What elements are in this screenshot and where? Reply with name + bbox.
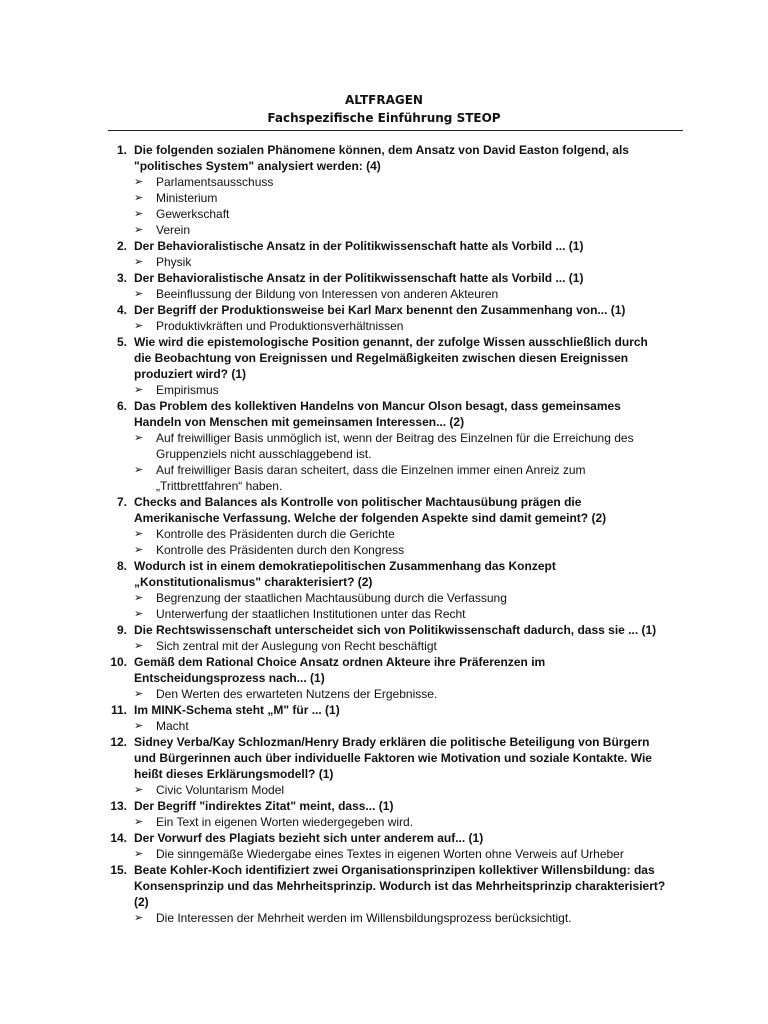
question-item (0, 142, 768, 174)
question-item (0, 398, 768, 430)
answer-text: Ministerium (156, 191, 218, 205)
question-number: 14. (110, 831, 127, 845)
question-number: 8. (116, 559, 127, 573)
question-text: Im MINK-Schema steht „M" für ... (1) (134, 703, 340, 717)
question-text: Beate Kohler-Koch identifiziert zwei Organisationsprinzipen kollektiver Willensbildung: das Konsensprinzip und das Mehrheitsprinzip. Wodurch ist das Mehrheitsprinzip charakterisiert? (2) (134, 863, 666, 909)
arrowhead-bullet-icon: ➢ (134, 175, 144, 188)
arrowhead-bullet-icon: ➢ (134, 815, 144, 828)
answer-text: Ein Text in eigenen Worten wiedergegeben wird. (156, 815, 414, 829)
question-text: Der Begriff der Produktionsweise bei Karl Marx benennt den Zusammenhang von... (1) (134, 303, 626, 317)
arrowhead-bullet-icon: ➢ (134, 591, 144, 604)
question-list (0, 142, 768, 926)
question-text: Das Problem des kollektiven Handelns von Mancur Olson besagt, dass gemeinsames Handeln von Menschen mit gemeinsamen Interessen... (2) (134, 399, 621, 429)
question-text: Checks and Balances als Kontrolle von politischer Machtausübung prägen die Amerikanische Verfassung. Welche der folgenden Aspekte sind damit gemeint? (2) (134, 495, 607, 525)
question-number: 15. (110, 863, 127, 877)
answer-item (0, 462, 768, 494)
question-text: Die Rechtswissenschaft unterscheidet sich von Politikwissenschaft dadurch, dass sie ... (1) (134, 623, 657, 637)
question-text: Sidney Verba/Kay Schlozman/Henry Brady erklären die politische Beteiligung von Bürgern und Bürgerinnen auch über individuelle Faktoren wie Motivation und soziale Kontakte. Wie heißt dieses Erklärungsmodell? (1) (134, 735, 652, 781)
arrowhead-bullet-icon: ➢ (134, 383, 144, 396)
answer-text: Kontrolle des Präsidenten durch die Gerichte (156, 527, 395, 541)
question-text: Gemäß dem Rational Choice Ansatz ordnen Akteure ihre Präferenzen im Entscheidungsprozess nach... (1) (134, 655, 546, 685)
answer-text: Parlamentsausschuss (156, 175, 274, 189)
answer-item (0, 318, 768, 334)
answer-item (0, 174, 768, 190)
question-number: 1. (116, 143, 127, 157)
answer-item (0, 590, 768, 606)
question-item (0, 798, 768, 814)
question-item (0, 734, 768, 782)
arrowhead-bullet-icon: ➢ (134, 607, 144, 620)
answer-text: Die sinngemäße Wiedergabe eines Textes in eigenen Worten ohne Verweis auf Urheber (156, 847, 624, 861)
answer-text: Kontrolle des Präsidenten durch den Kongress (156, 543, 405, 557)
answer-item (0, 430, 768, 462)
arrowhead-bullet-icon: ➢ (134, 527, 144, 540)
answer-item (0, 782, 768, 798)
arrowhead-bullet-icon: ➢ (134, 783, 144, 796)
arrowhead-bullet-icon: ➢ (134, 287, 144, 300)
answer-text: Physik (156, 255, 192, 269)
arrowhead-bullet-icon: ➢ (134, 911, 144, 924)
question-item (0, 862, 768, 910)
answer-item (0, 846, 768, 862)
answer-text: Empirismus (156, 383, 219, 397)
question-number: 4. (116, 303, 127, 317)
question-text: Der Begriff "indirektes Zitat" meint, dass... (1) (134, 799, 394, 813)
answer-text: Begrenzung der staatlichen Machtausübung durch die Verfassung (156, 591, 507, 605)
question-item (0, 238, 768, 254)
answer-item (0, 638, 768, 654)
answer-item (0, 542, 768, 558)
answer-text: Den Werten des erwarteten Nutzens der Ergebnisse. (156, 687, 438, 701)
arrowhead-bullet-icon: ➢ (134, 687, 144, 700)
answer-text: Unterwerfung der staatlichen Institutionen unter das Recht (156, 607, 466, 621)
question-text: Wodurch ist in einem demokratiepolitischen Zusammenhang das Konzept „Konstitutionalismus" charakterisiert? (2) (134, 559, 556, 589)
answer-item (0, 222, 768, 238)
question-text: Der Behavioralistische Ansatz in der Politikwissenschaft hatte als Vorbild ... (1) (134, 239, 584, 253)
answer-item (0, 910, 768, 926)
question-number: 6. (116, 399, 127, 413)
answer-text: Gewerkschaft (156, 207, 230, 221)
question-number: 13. (110, 799, 127, 813)
answer-text: Auf freiwilliger Basis daran scheitert, dass die Einzelnen immer einen Anreiz zum „Trittbrettfahren“ haben. (156, 463, 586, 493)
answer-text: Die Interessen der Mehrheit werden im Willensbildungsprozess berücksichtigt. (156, 911, 572, 925)
question-item (0, 830, 768, 846)
document-title: ALTFRAGEN (345, 93, 423, 107)
question-number: 9. (116, 623, 127, 637)
question-item (0, 702, 768, 718)
answer-text: Macht (156, 719, 189, 733)
answer-item (0, 206, 768, 222)
question-number: 7. (116, 495, 127, 509)
question-number: 10. (110, 655, 127, 669)
answer-item (0, 718, 768, 734)
answer-text: Verein (156, 223, 191, 237)
header-divider (108, 130, 683, 131)
question-item (0, 494, 768, 526)
question-text: Der Behavioralistische Ansatz in der Politikwissenschaft hatte als Vorbild ... (1) (134, 271, 584, 285)
arrowhead-bullet-icon: ➢ (134, 431, 144, 444)
question-number: 2. (116, 239, 127, 253)
arrowhead-bullet-icon: ➢ (134, 207, 144, 220)
arrowhead-bullet-icon: ➢ (134, 719, 144, 732)
question-number: 5. (116, 335, 127, 349)
answer-text: Auf freiwilliger Basis unmöglich ist, wenn der Beitrag des Einzelnen für die Erreichung des Gruppenziels nicht ausschlaggebend ist. (156, 431, 634, 461)
arrowhead-bullet-icon: ➢ (134, 847, 144, 860)
answer-item (0, 606, 768, 622)
answer-item (0, 382, 768, 398)
answer-text: Civic Voluntarism Model (156, 783, 285, 797)
question-item (0, 270, 768, 286)
arrowhead-bullet-icon: ➢ (134, 191, 144, 204)
question-number: 3. (116, 271, 127, 285)
question-text: Die folgenden sozialen Phänomene können, dem Ansatz von David Easton folgend, als "politisches System" analysiert werden: (4) (134, 143, 629, 173)
question-text: Wie wird die epistemologische Position genannt, der zufolge Wissen ausschließlich durch die Beobachtung von Ereignissen und Regelmäßigkeiten zwischen diesen Ereignissen produziert wird? (1) (134, 335, 648, 381)
question-item (0, 334, 768, 382)
answer-item (0, 526, 768, 542)
arrowhead-bullet-icon: ➢ (134, 319, 144, 332)
document-subtitle: Fachspezifische Einführung STEOP (267, 111, 501, 125)
arrowhead-bullet-icon: ➢ (134, 255, 144, 268)
question-number: 12. (110, 735, 127, 749)
answer-text: Sich zentral mit der Auslegung von Recht beschäftigt (156, 639, 437, 653)
question-text: Der Vorwurf des Plagiats bezieht sich unter anderem auf... (1) (134, 831, 484, 845)
arrowhead-bullet-icon: ➢ (134, 639, 144, 652)
arrowhead-bullet-icon: ➢ (134, 463, 144, 476)
question-item (0, 622, 768, 638)
answer-text: Beeinflussung der Bildung von Interessen von anderen Akteuren (156, 287, 499, 301)
answer-item (0, 686, 768, 702)
arrowhead-bullet-icon: ➢ (134, 223, 144, 236)
question-number: 11. (110, 703, 127, 717)
answer-text: Produktivkräften und Produktionsverhältnissen (156, 319, 404, 333)
question-item (0, 302, 768, 318)
question-item (0, 654, 768, 686)
arrowhead-bullet-icon: ➢ (134, 543, 144, 556)
answer-item (0, 254, 768, 270)
answer-item (0, 190, 768, 206)
answer-item (0, 814, 768, 830)
question-item (0, 558, 768, 590)
answer-item (0, 286, 768, 302)
